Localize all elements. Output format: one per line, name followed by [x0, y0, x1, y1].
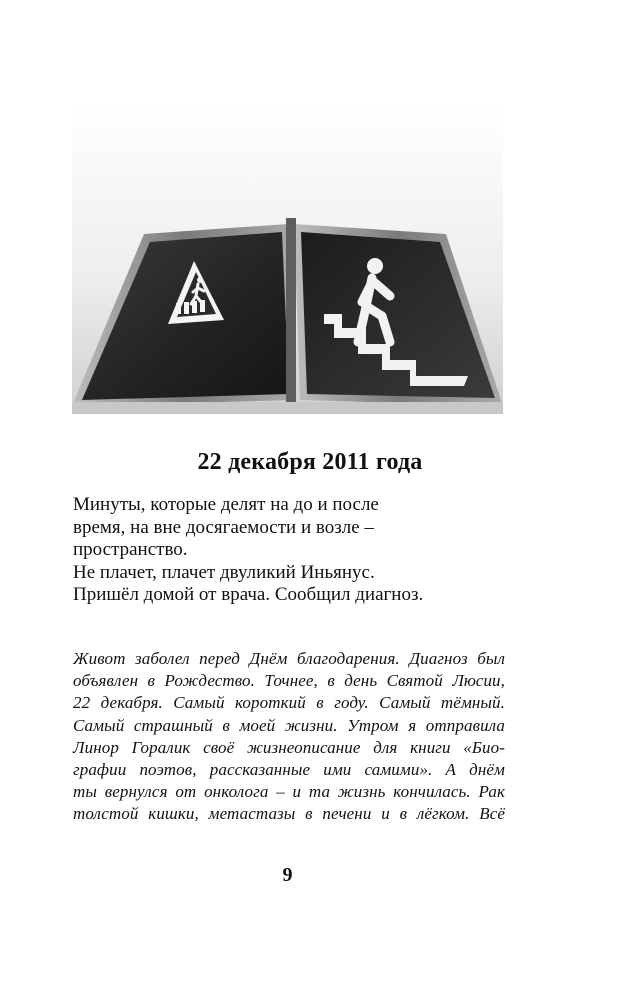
prose-line: 22 декабря. Самый короткий в году. Самый тёмный. — [73, 693, 505, 713]
poem-line: время, на вне досягаемости и возле – — [73, 516, 374, 538]
photo-pedestrian-signs — [72, 106, 503, 414]
poem — [73, 494, 543, 607]
prose-line: Линор Горалик своё жизнеописание для книги «Био- — [73, 737, 505, 757]
poem-line: Минуты, которые делят на до и после — [73, 494, 379, 515]
poem-line: Не плачет, плачет двуликий Иньянус. — [73, 561, 375, 583]
prose-line: графии поэтов, рассказанные ими самими». А днём — [73, 760, 505, 780]
entry-date-title: 22 декабря 2011 года — [197, 449, 423, 475]
prose-line: толстой кишки, метастазы в печени и в лёгком. Всё — [73, 804, 505, 824]
prose-line: объявлен в Рождество. Точнее, в день Святой Люсии, — [73, 671, 505, 691]
prose-paragraph — [73, 648, 505, 826]
prose-line: Самый страшный в моей жизни. Утром я отправила — [73, 715, 505, 735]
poem-line: пространство. — [73, 539, 188, 561]
prose-line: Живот заболел перед Днём благодарения. Диагноз был — [73, 649, 505, 668]
page-number: 9 — [282, 864, 293, 886]
poem-line: Пришёл домой от врача. Сообщил диагноз. — [73, 584, 424, 606]
prose-line: ты вернулся от онколога – и та жизнь кончилась. Рак — [73, 782, 505, 802]
